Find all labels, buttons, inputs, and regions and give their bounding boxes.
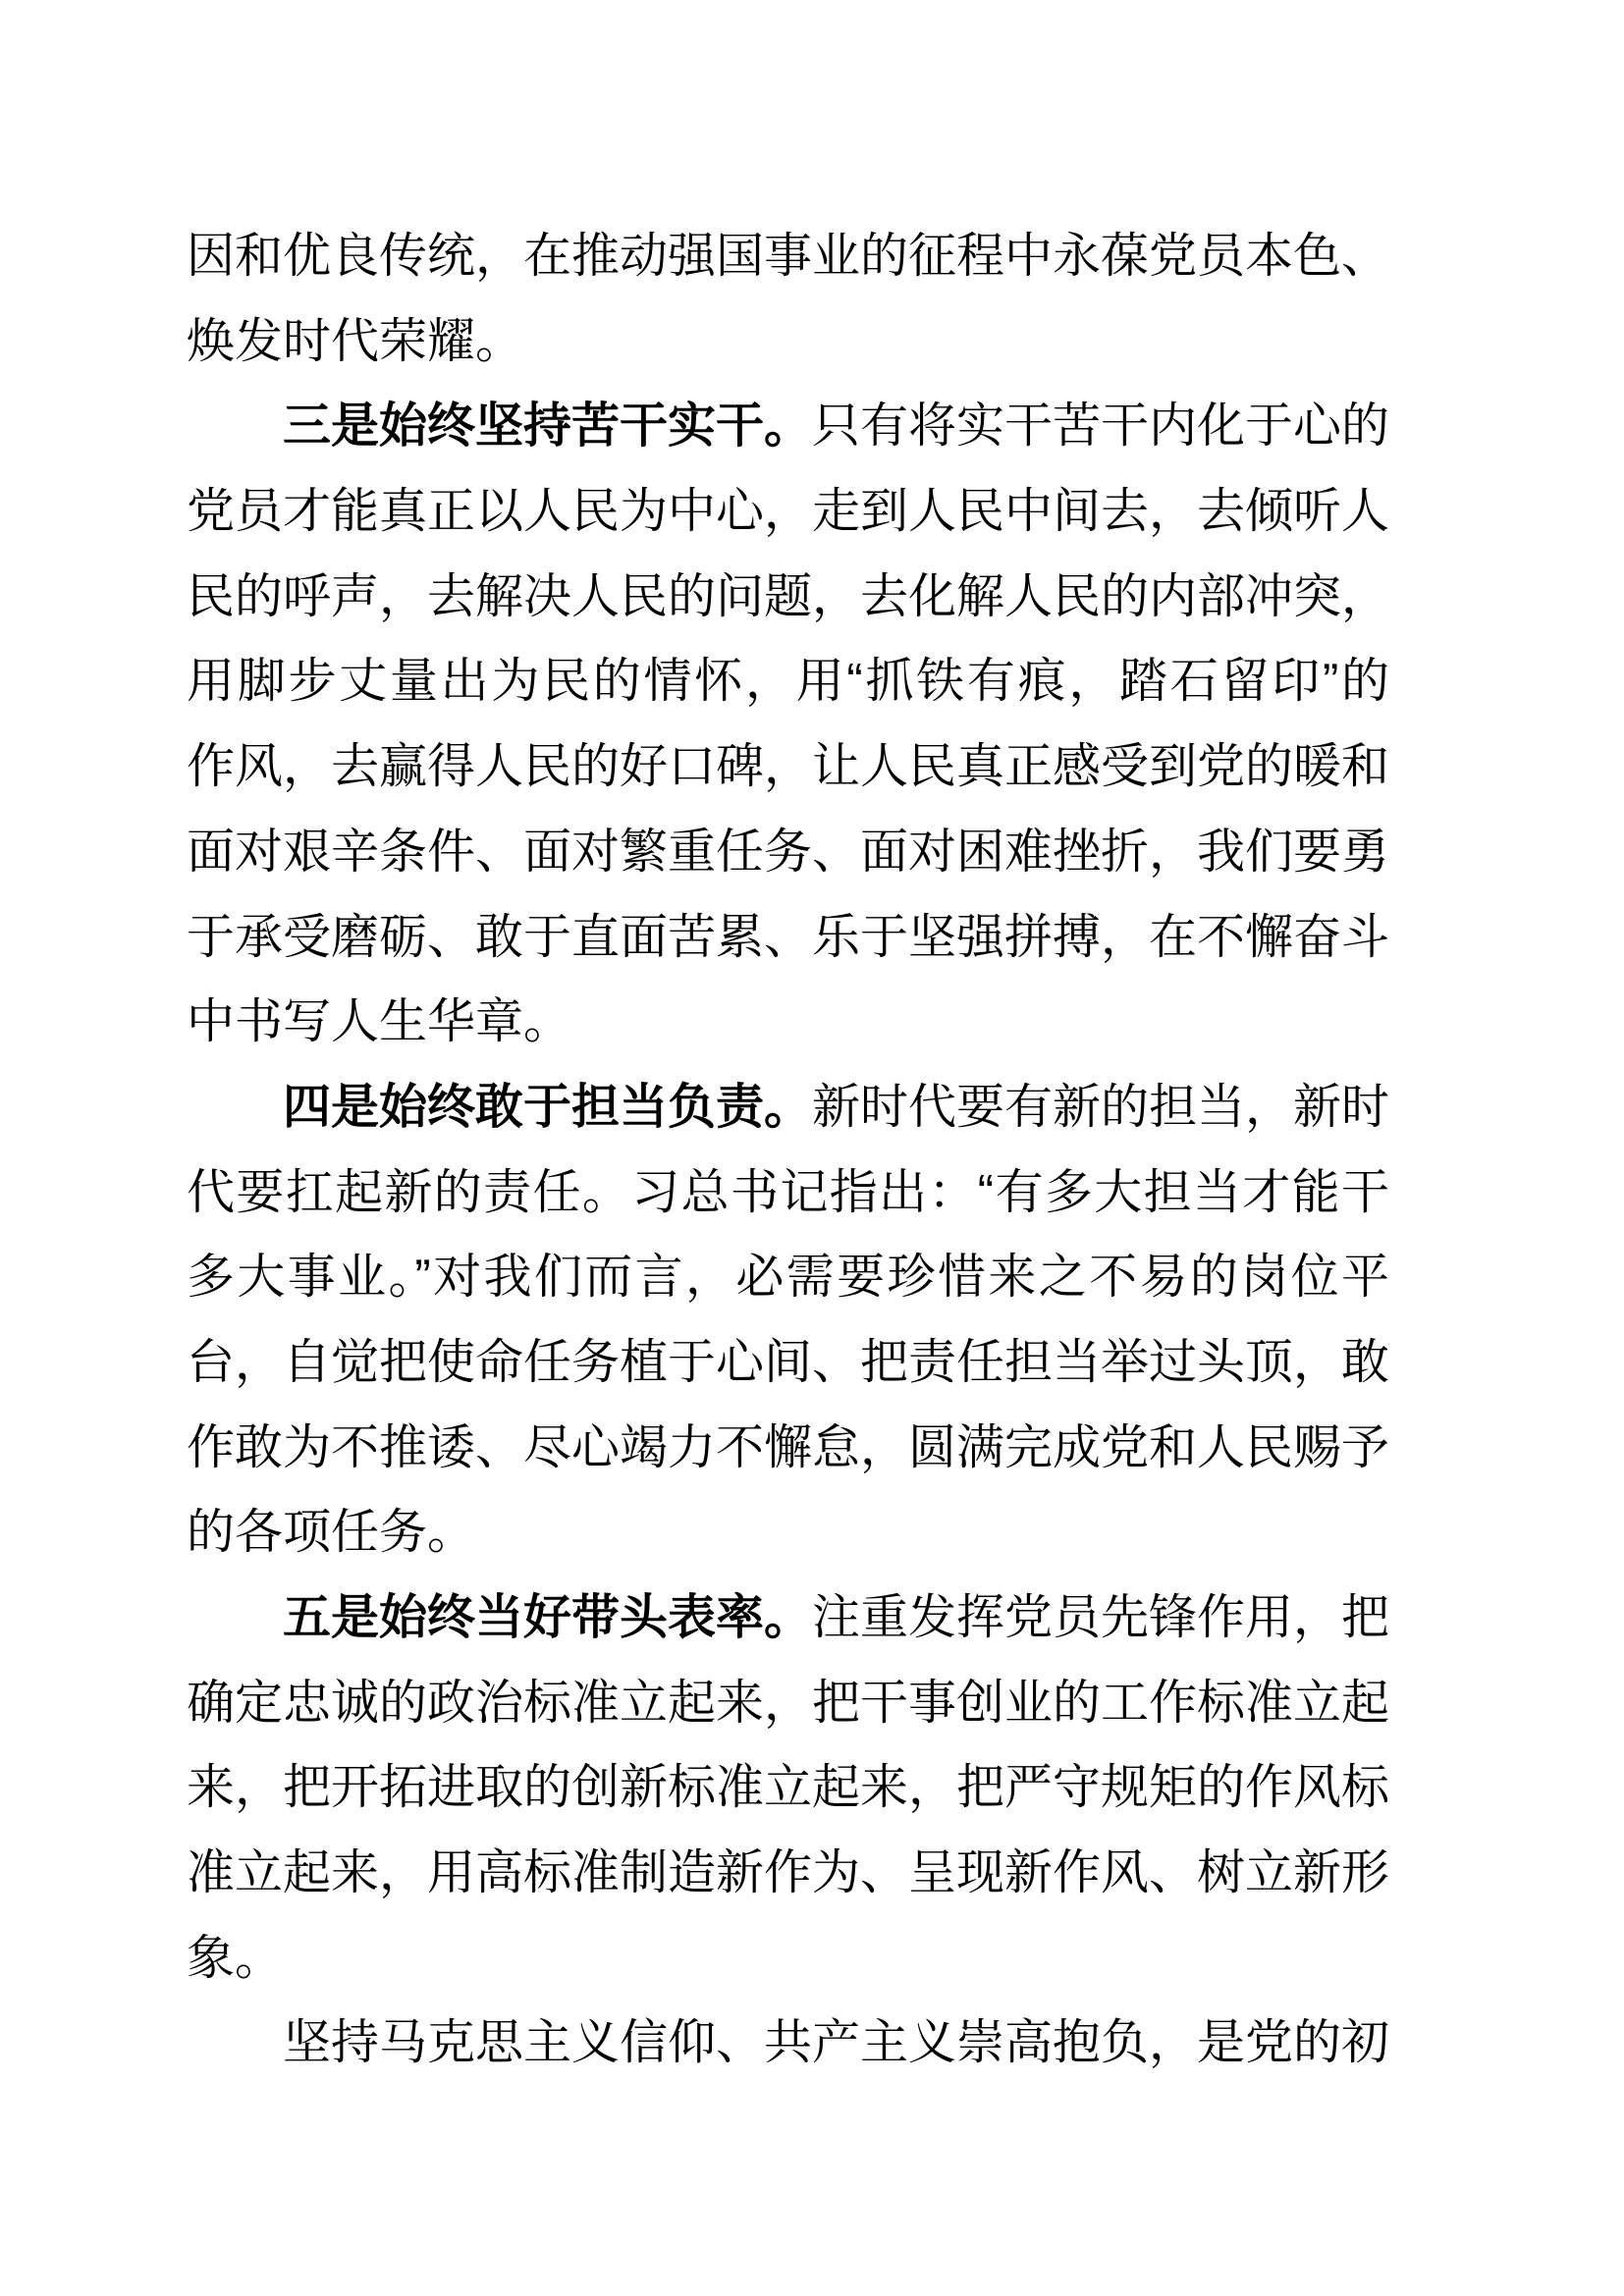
text-segment: 来，把开拓进取的创新标准立起来，把严守规矩的作风标 [187,1761,1390,1815]
text-segment: 于承受磨砺、敢于直面苦累、乐于坚强拼搏，在不懈奋斗 [187,910,1390,964]
text-line [187,1150,1389,1236]
text-line [187,810,1389,895]
text-line [187,980,1389,1065]
text-segment: 民的呼声，去解决人民的问题，去化解人民的内部冲突， [187,569,1390,623]
text-segment: 作风，去赢得人民的好口碑，让人民真正感受到党的暖和 [187,740,1390,794]
bold-text-segment: 四是始终敢于担当负责。 [283,1080,813,1134]
bold-text-segment: 三是始终坚持苦干实干。 [283,400,813,454]
text-segment: 只有将实干苦干内化于心的 [812,400,1390,454]
text-line [187,299,1389,385]
text-segment: 党员才能真正以人民为中心，走到人民中间去，去倾听人 [187,485,1390,539]
text-line [187,724,1389,810]
text-segment: 代要扛起新的责任。习总书记指出：“有多大担当才能干 [187,1165,1389,1219]
text-line [187,2001,1389,2086]
text-segment: 作敢为不推诿、尽心竭力不懈怠，圆满完成党和人民赐予 [187,1420,1390,1474]
text-segment: 面对艰辛条件、面对繁重任务、面对困难挫折，我们要勇 [187,825,1390,879]
text-line [187,1916,1389,2002]
text-line [187,1406,1389,1491]
text-line [187,1745,1389,1831]
text-line [187,1575,1389,1661]
text-segment: 坚持马克思主义信仰、共产主义崇高抱负，是党的初 [283,2016,1390,2070]
text-segment: 准立起来，用高标准制造新作为、呈现新作风、树立新形 [187,1846,1390,1900]
text-line [187,639,1389,724]
text-segment: 台，自觉把使命任务植于心间、把责任担当举过头顶，敢 [187,1335,1390,1389]
text-segment: 因和优良传统，在推动强国事业的征程中永葆党员本色、 [187,230,1390,283]
text-segment: 象。 [187,1931,284,1985]
text-segment: 注重发挥党员先锋作用，把 [812,1591,1390,1644]
text-segment: 的各项任务。 [187,1506,476,1560]
text-line [187,1235,1389,1320]
text-segment: 中书写人生华章。 [187,995,572,1049]
text-line [187,384,1389,469]
document-body [187,214,1389,2086]
text-segment: 新时代要有新的担当，新时 [812,1080,1390,1134]
text-line [187,214,1389,299]
text-segment: 确定忠诚的政治标准立起来，把干事创业的工作标准立起 [187,1676,1390,1730]
text-line [187,1661,1389,1746]
text-line [187,1831,1389,1916]
text-segment: 焕发时代荣耀。 [187,314,524,368]
bold-text-segment: 五是始终当好带头表率。 [283,1591,813,1644]
text-segment: 多大事业。”对我们而言，必需要珍惜来之不易的岗位平 [187,1251,1389,1305]
text-line [187,1320,1389,1406]
text-line [187,469,1389,555]
text-segment: 用脚步丈量出为民的情怀，用“抓铁有痕，踏石留印”的 [187,655,1389,709]
text-line [187,1065,1389,1150]
text-line [187,895,1389,981]
text-line [187,1490,1389,1575]
text-line [187,555,1389,640]
